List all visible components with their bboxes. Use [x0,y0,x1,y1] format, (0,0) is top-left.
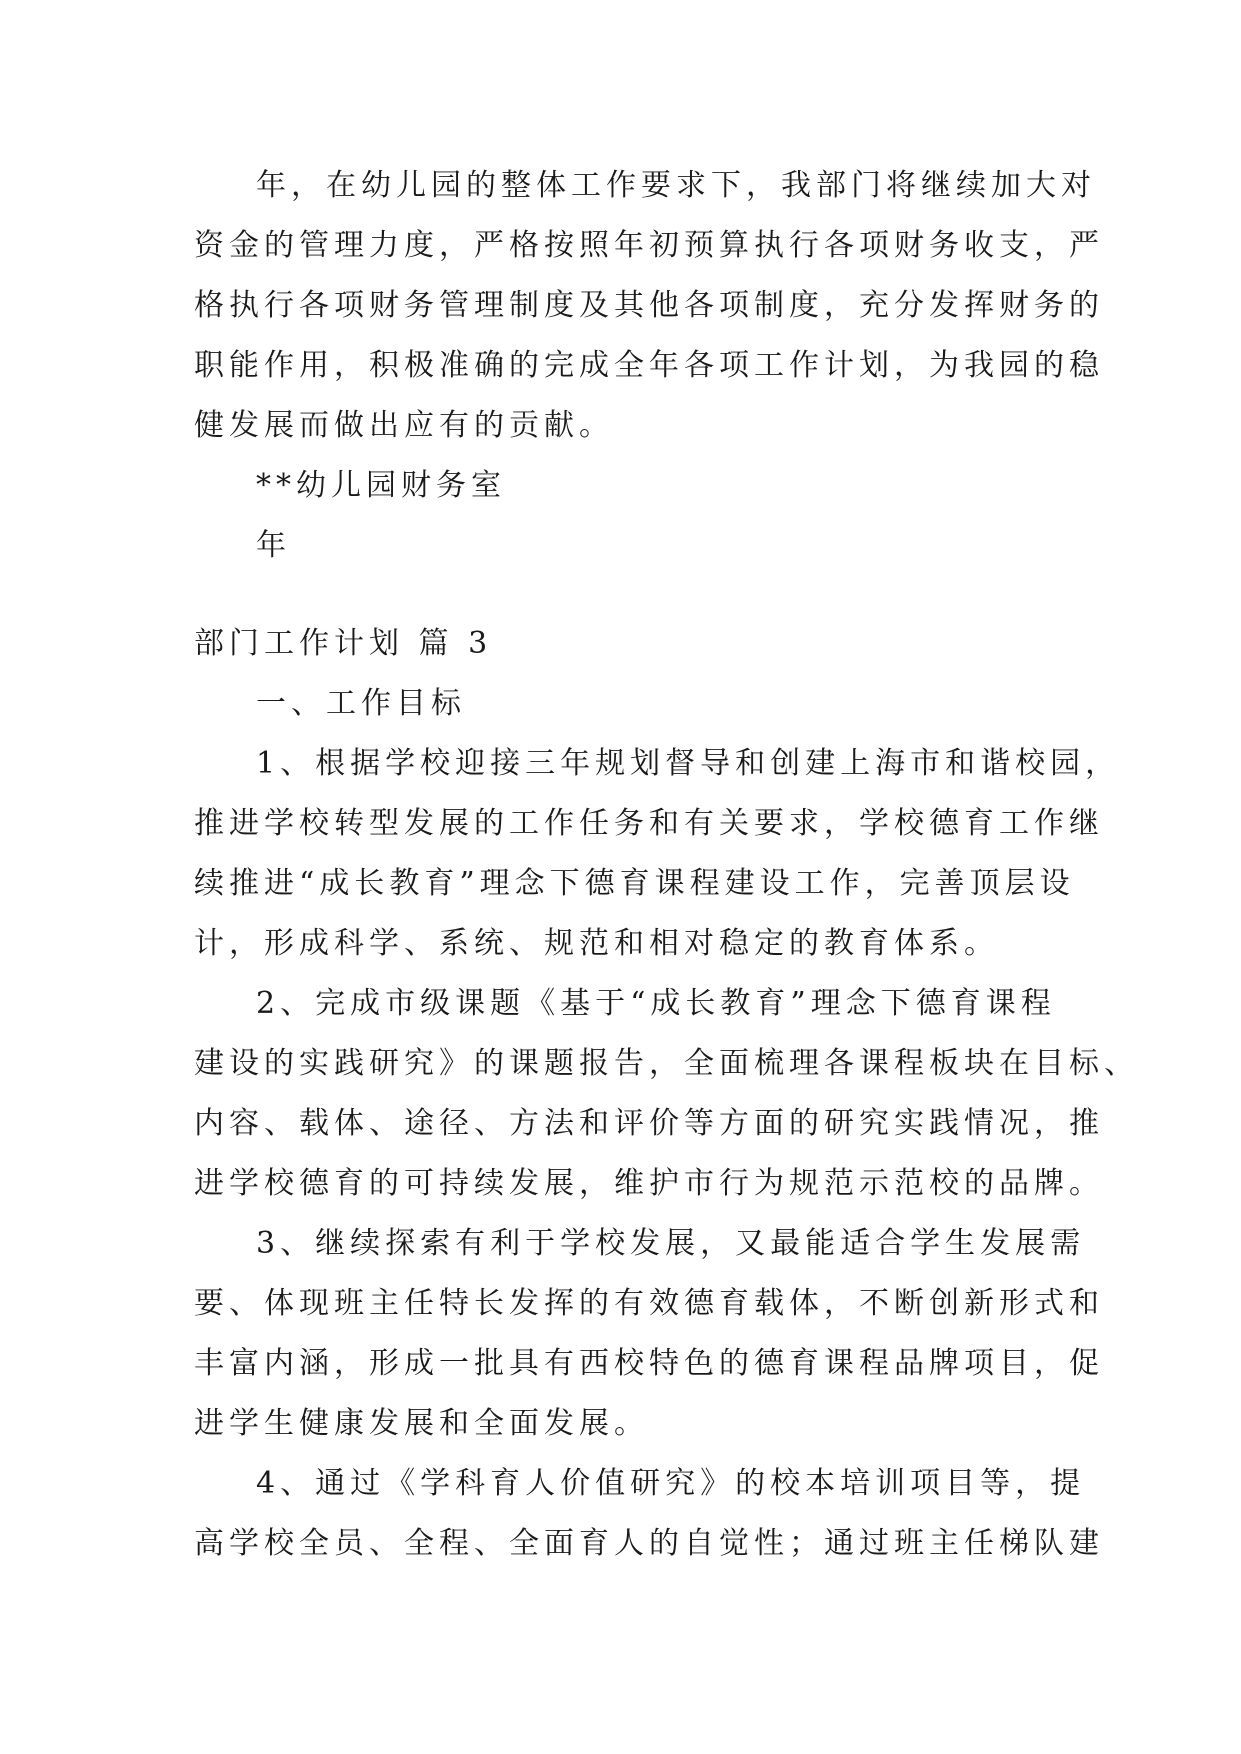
paragraph-line: 内容、载体、途径、方法和评价等方面的研究实践情况，推 [194,1106,1104,1141]
paragraph-line: 4、通过《学科育人价值研究》的校本培训项目等，提 [256,1466,1086,1501]
paragraph-line: 丰富内涵，形成一批具有西校特色的德育课程品牌项目，促 [194,1346,1104,1381]
goal-item-2 [194,974,1139,1214]
paragraph-finance-plan [194,156,1104,456]
section-heading: 部门工作计划 篇 3 [194,626,493,661]
paragraph-line: 格执行各项财务管理制度及其他各项制度，充分发挥财务的 [194,288,1104,323]
paragraph-line: 高学校全员、全程、全面育人的自觉性；通过班主任梯队建 [194,1526,1104,1561]
paragraph-line: 1、根据学校迎接三年规划督导和创建上海市和谐校园， [256,746,1121,781]
date-line: 年 [256,528,291,563]
paragraph-line: 职能作用，积极准确的完成全年各项工作计划，为我园的稳 [194,348,1104,383]
paragraph-line: 计，形成科学、系统、规范和相对稳定的教育体系。 [194,926,999,961]
paragraph-line: 资金的管理力度，严格按照年初预算执行各项财务收支，严 [194,228,1104,263]
paragraph-line: 进学生健康发展和全面发展。 [194,1406,649,1441]
paragraph-line: 推进学校转型发展的工作任务和有关要求，学校德育工作继 [194,806,1104,841]
paragraph-line: 进学校德育的可持续发展，维护市行为规范示范校的品牌。 [194,1166,1104,1201]
paragraph-line: 建设的实践研究》的课题报告，全面梳理各课程板块在目标、 [194,1046,1139,1081]
paragraph-line: 续推进“成长教育”理念下德育课程建设工作，完善顶层设 [194,866,1075,901]
goal-item-1 [194,734,1121,974]
paragraph-line: 年，在幼儿园的整体工作要求下，我部门将继续加大对 [256,168,1096,203]
text-block-1 [194,156,1104,576]
paragraph-line: 3、继续探索有利于学校发展，又最能适合学生发展需 [256,1226,1086,1261]
subheading-work-goals: 一、工作目标 [256,686,466,721]
paragraph-line: 要、体现班主任特长发挥的有效德育载体，不断创新形式和 [194,1286,1104,1321]
goal-item-3 [194,1214,1104,1454]
goal-item-4 [194,1454,1104,1574]
signature-line: **幼儿园财务室 [256,468,506,503]
text-block-2 [194,614,1139,1574]
paragraph-line: 2、完成市级课题《基于“成长教育”理念下德育课程 [256,986,1056,1021]
paragraph-line: 健发展而做出应有的贡献。 [194,408,614,443]
